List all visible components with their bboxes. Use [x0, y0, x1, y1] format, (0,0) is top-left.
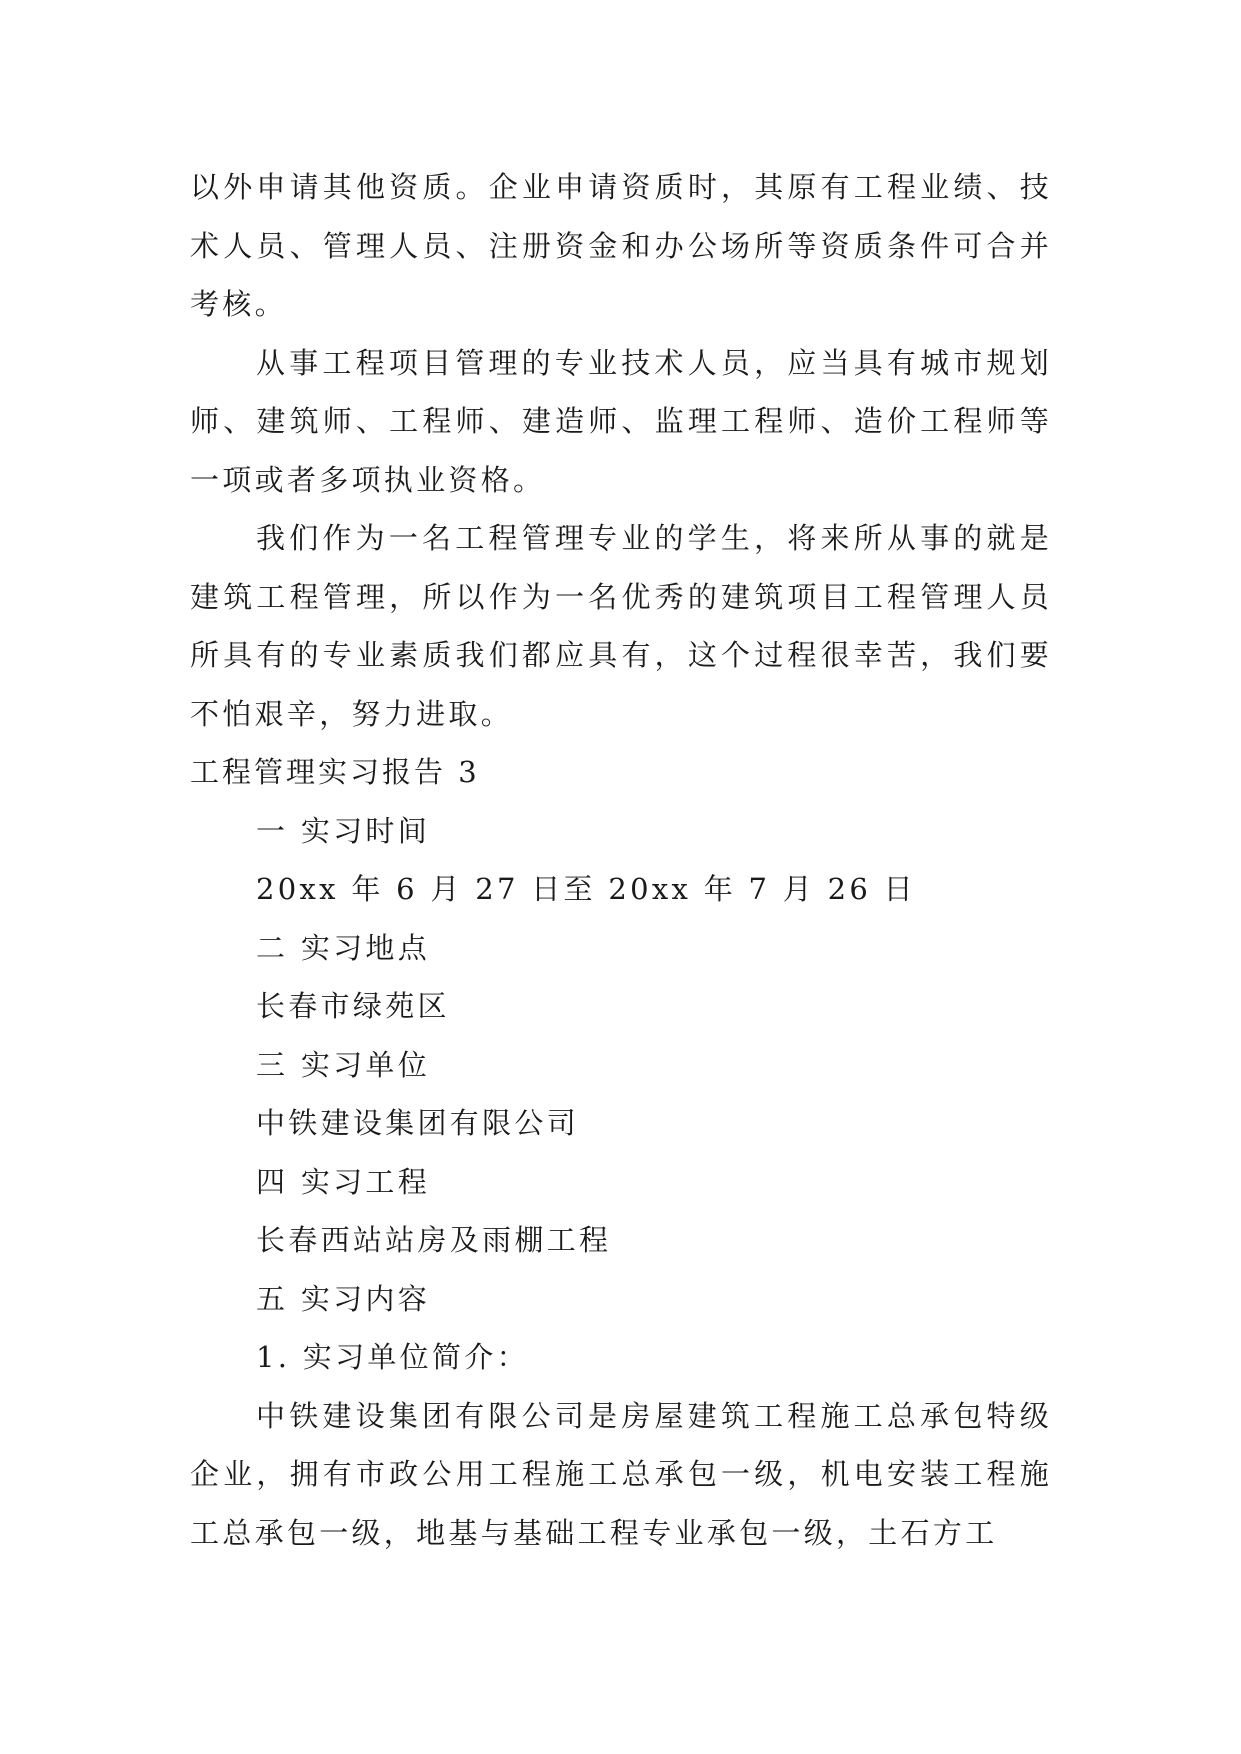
subsection-heading-intro: 1. 实习单位简介：: [256, 1340, 529, 1374]
section-heading-unit: 三 实习单位: [256, 1047, 431, 1082]
body-paragraph: 从事工程项目管理的专业技术人员，应当具有城市规划师、建筑师、工程师、建造师、监理工程师、造价工程师等一项或者多项执业资格。: [190, 345, 1052, 497]
section-heading-content: 五 实习内容: [256, 1281, 431, 1316]
body-paragraph: 我们作为一名工程管理专业的学生，将来所从事的就是建筑工程管理，所以作为一名优秀的建筑项目工程管理人员所具有的专业素质我们都应具有，这个过程很幸苦，我们要不怕艰辛，努力进取。: [190, 521, 1052, 731]
section-value-project: 长春西站站房及雨棚工程: [256, 1223, 612, 1257]
section-heading-time: 一 实习时间: [256, 813, 431, 848]
report-title: 工程管理实习报告 3: [190, 755, 480, 789]
body-paragraph: 以外申请其他资质。企业申请资质时，其原有工程业绩、技术人员、管理人员、注册资金和办公场所等资质条件可合并考核。: [190, 170, 1052, 321]
document-body: [190, 158, 1052, 1562]
section-value-time: 20xx 年 6 月 27 日至 20xx 年 7 月 26 日: [256, 872, 916, 906]
section-heading-location: 二 实习地点: [256, 930, 431, 965]
section-value-unit: 中铁建设集团有限公司: [256, 1106, 580, 1140]
section-value-location: 长春市绿苑区: [256, 989, 450, 1023]
body-paragraph: 中铁建设集团有限公司是房屋建筑工程施工总承包特级企业，拥有市政公用工程施工总承包一级，机电安装工程施工总承包一级，地基与基础工程专业承包一级，土石方工: [190, 1398, 1052, 1550]
section-heading-project: 四 实习工程: [256, 1164, 431, 1199]
